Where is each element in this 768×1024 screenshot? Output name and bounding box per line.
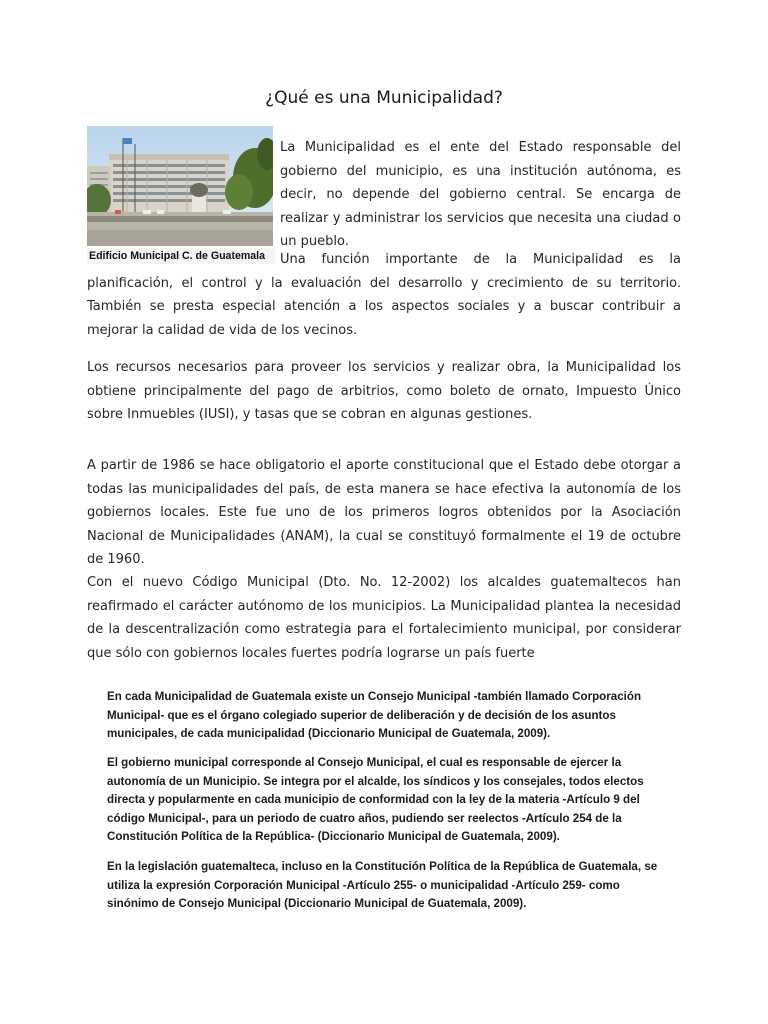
figure	[87, 126, 275, 266]
municipal-building-photo	[87, 126, 273, 246]
quote-gobierno-municipal: El gobierno municipal corresponde al Consejo Municipal, el cual es responsable de ejercer la autonomía de un Municipio. Se integra por el alcalde, los síndicos y los consejales, todos electos directa y popularmente en cada municipio de conformidad con la ley de la materia -Artículo 9 del código Municipal-, para un periodo de cuatro años, pudiendo ser reelectos -Artículo 254 de la Constitución Política de la República- (Diccionario Municipal de Guatemala, 2009).	[107, 756, 644, 844]
page-title: ¿Qué es una Municipalidad?	[265, 88, 503, 108]
building-illustration	[87, 126, 273, 246]
paragraph-constitutional-contribution: A partir de 1986 se hace obligatorio el aporte constitucional que el Estado debe otorgar a todas las municipalidades del país, de esta manera se hace efectiva la autonomía de los gobiernos locales. Este fue uno de los primeros logros obtenidos por la Asociación Nacional de Municipalidades (ANAM), la cual se constituyó formalmente el 19 de octubre de 1960.	[87, 458, 681, 568]
paragraph-planning: Una función importante de la Municipalidad es la planificación, el control y la evaluación del desarrollo y crecimiento de su territorio. También se presta especial atención a los aspectos sociales y a buscar contribuir a mejorar la calidad de vida de los vecinos.	[87, 252, 681, 338]
quote-consejo-municipal: En cada Municipalidad de Guatemala existe un Consejo Municipal -también llamado Corporación Municipal- que es el órgano colegiado superior de deliberación y de decisión de los asuntos municipales, de cada municipalidad (Diccionario Municipal de Guatemala, 2009).	[107, 690, 642, 741]
paragraph-resources: Los recursos necesarios para proveer los servicios y realizar obra, la Municipalidad los obtiene principalmente del pago de arbitrios, como boleto de ornato, Impuesto Único sobre Inmuebles (IUSI), y tasas que se cobran en algunas gestiones.	[87, 360, 681, 423]
paragraph-definition: La Municipalidad es el ente del Estado responsable del gobierno del municipio, es una institución autónoma, es decir, no depende del gobierno central. Se encarga de realizar y administrar los servicios que necesita una ciudad o un pueblo.	[280, 140, 681, 250]
paragraph-municipal-code: Con el nuevo Código Municipal (Dto. No. 12-2002) los alcaldes guatemaltecos han reafirmado el carácter autónomo de los municipios. La Municipalidad plantea la necesidad de la descentralización como estrategia para el fortalecimiento municipal, por considerar que sólo con gobiernos locales fuertes podría lograrse un país fuerte	[87, 575, 681, 661]
quote-legislacion: En la legislación guatemalteca, incluso en la Constitución Política de la República de Guatemala, se utiliza la expresión Corporación Municipal -Artículo 255- o municipalidad -Artículo 259- como sinónimo de Consejo Municipal (Diccionario Municipal de Guatemala, 2009).	[107, 860, 658, 911]
image-caption: Edificio Municipal C. de Guatemala	[87, 248, 275, 264]
